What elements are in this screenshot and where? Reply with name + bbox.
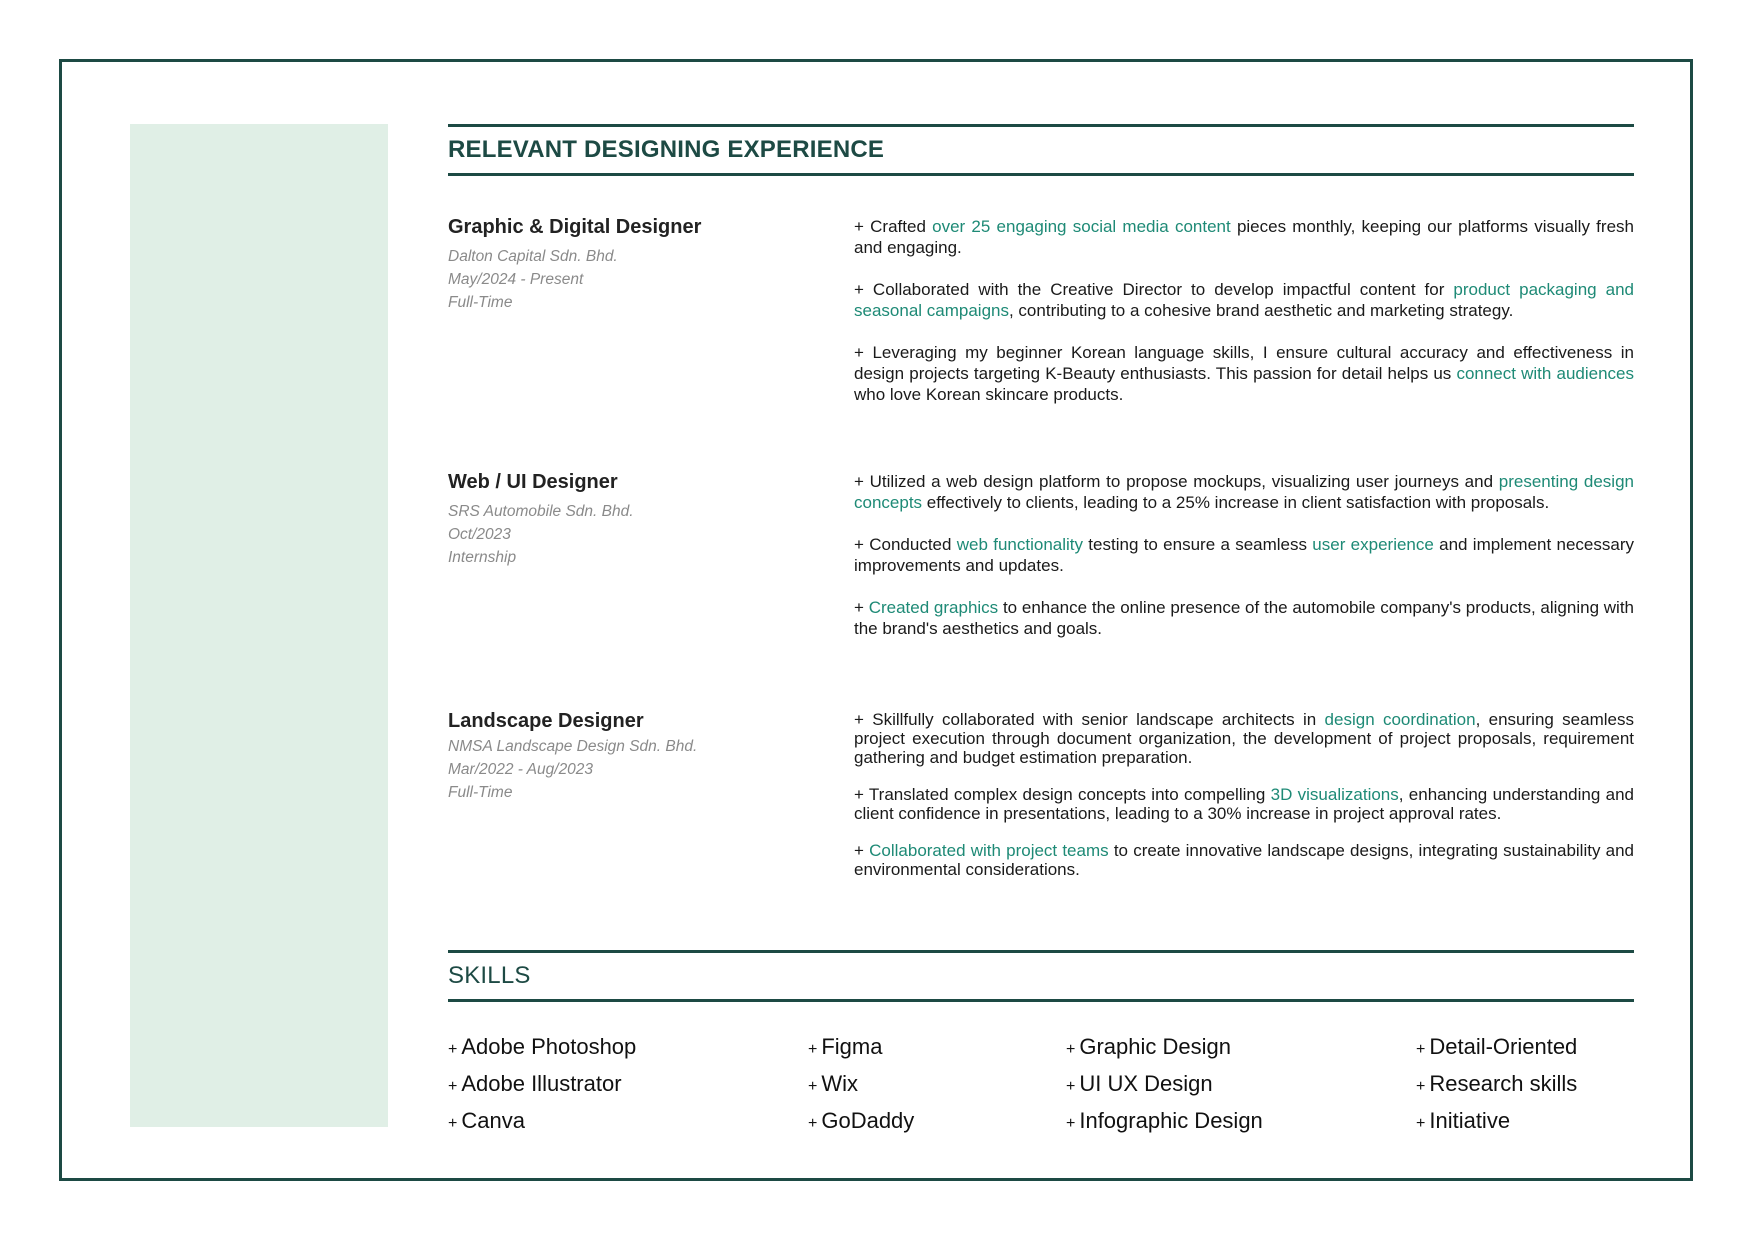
skill-item: + Canva: [448, 1108, 525, 1133]
job-dates: May/2024 - Present: [448, 271, 584, 288]
job-type: Full-Time: [448, 294, 513, 311]
job-bullets: [854, 471, 1634, 660]
job-dates: Oct/2023: [448, 526, 511, 543]
job-company: Dalton Capital Sdn. Bhd.: [448, 248, 618, 265]
job-type: Full-Time: [448, 784, 513, 801]
experience-heading: RELEVANT DESIGNING EXPERIENCE: [448, 136, 885, 163]
job-title: Web / UI Designer: [448, 471, 618, 493]
job-bullet: + Translated complex design concepts into compelling 3D visualizations, enhancing understanding and client confidence in presentations, leading to a 30% increase in project approval rates.: [854, 785, 1635, 823]
skill-item: + UI UX Design: [1066, 1071, 1213, 1096]
job-type: Internship: [448, 549, 517, 566]
skills-column: [448, 1030, 636, 1141]
job-bullets: [854, 710, 1634, 897]
job-company: NMSA Landscape Design Sdn. Bhd.: [448, 738, 698, 755]
job-dates: Mar/2022 - Aug/2023: [448, 761, 594, 778]
job-bullet: + Crafted over 25 engaging social media content pieces monthly, keeping our platforms visually fresh and engaging.: [854, 217, 1634, 257]
job-bullets: [854, 216, 1634, 426]
job-bullet: + Created graphics to enhance the online presence of the automobile company's products, aligning with the brand's aesthetics and goals.: [854, 598, 1635, 638]
skill-item: + Wix: [808, 1071, 858, 1096]
skill-item: + Initiative: [1416, 1108, 1511, 1133]
skill-item: + GoDaddy: [808, 1108, 915, 1133]
skills-column: [808, 1030, 914, 1141]
job-info: [448, 710, 828, 804]
job-title: Landscape Designer: [448, 710, 644, 732]
skill-item: + Research skills: [1416, 1071, 1578, 1096]
side-panel: [130, 124, 388, 1127]
job-bullet: + Conducted web functionality testing to ensure a seamless user experience and implement necessary improvements and updates.: [854, 535, 1634, 575]
job-bullet: + Skillfully collaborated with senior landscape architects in design coordination, ensuring seamless project execution through document organization, the development of project proposals, requirement gathering and budget estimation preparation.: [854, 710, 1634, 767]
job-bullet: + Utilized a web design platform to propose mockups, visualizing user journeys and presenting design concepts effectively to clients, leading to a 25% increase in client satisfaction with proposals.: [854, 472, 1634, 512]
skill-item: + Infographic Design: [1066, 1108, 1263, 1133]
skill-item: + Adobe Illustrator: [448, 1071, 622, 1096]
job-info: [448, 471, 828, 569]
job-company: SRS Automobile Sdn. Bhd.: [448, 503, 634, 520]
skills-heading: SKILLS: [448, 962, 531, 989]
skills-grid: [448, 1030, 1634, 1140]
skill-item: + Graphic Design: [1066, 1034, 1231, 1059]
skills-column: [1416, 1030, 1577, 1141]
job-bullet: + Collaborated with project teams to create innovative landscape designs, integrating sustainability and environmental considerations.: [854, 841, 1635, 879]
job-bullet: + Leveraging my beginner Korean language skills, I ensure cultural accuracy and effectiveness in design projects targeting K-Beauty enthusiasts. This passion for detail helps us connect with audiences who love Korean skincare products.: [854, 343, 1634, 404]
skill-item: + Detail-Oriented: [1416, 1034, 1578, 1059]
experience-section-header: [448, 124, 1634, 176]
job-bullet: + Collaborated with the Creative Director to develop impactful content for product packaging and seasonal campaigns, contributing to a cohesive brand aesthetic and marketing strategy.: [854, 280, 1634, 320]
skills-section-header: [448, 950, 1634, 1002]
job-title: Graphic & Digital Designer: [448, 216, 702, 238]
job-info: [448, 216, 828, 314]
skills-column: [1066, 1030, 1263, 1141]
skill-item: + Adobe Photoshop: [448, 1034, 637, 1059]
skill-item: + Figma: [808, 1034, 883, 1059]
